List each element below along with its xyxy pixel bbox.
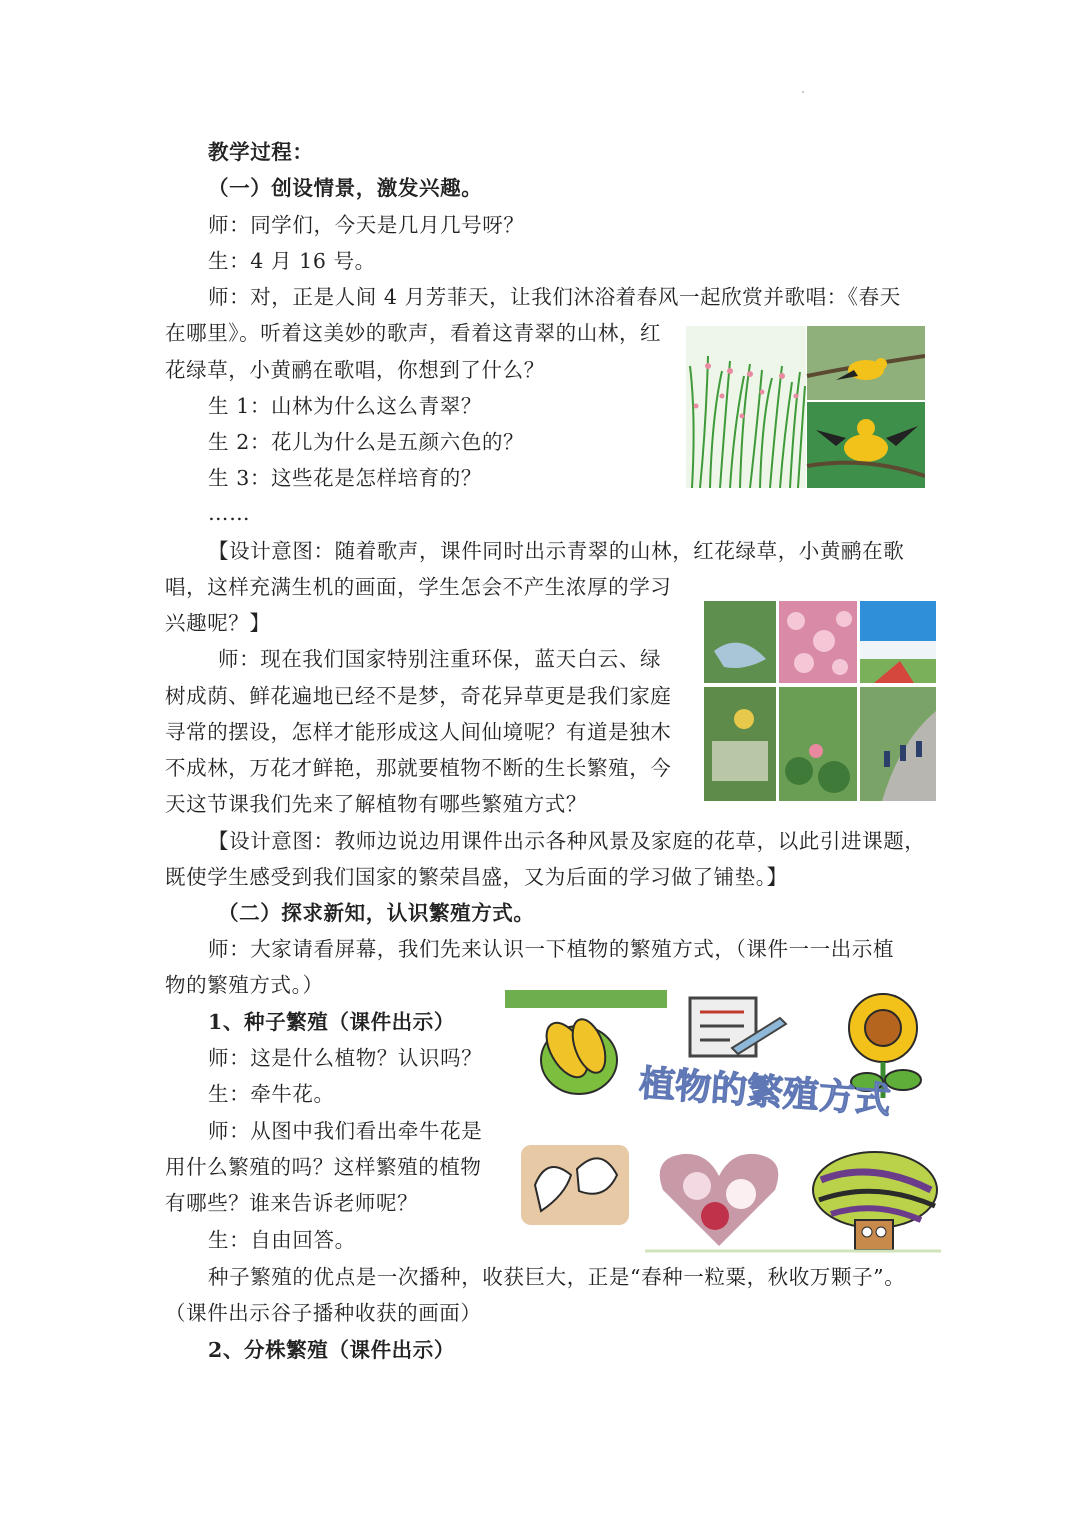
dialogue-line: 师：从图中我们看出牵牛花是: [208, 1119, 483, 1143]
design-intent-note: 唱，这样充满生机的画面，学生怎会不产生浓厚的学习: [165, 575, 672, 599]
item-heading: 1、种子繁殖（课件出示）: [208, 1010, 455, 1034]
dialogue-line: 花绿草，小黄鹂在歌唱，你想到了什么？: [165, 358, 545, 382]
dialogue-line: （课件出示谷子播种收获的画面）: [165, 1301, 482, 1325]
dialogue-line: 师：大家请看屏幕，我们先来认识一下植物的繁殖方式，（课件一一出示植: [208, 937, 895, 961]
dialogue-line: 种子繁殖的优点是一次播种，收获巨大，正是“春种一粒粟，秋收万颗子”。: [208, 1265, 906, 1289]
subsection-heading: （一）创设情景，激发兴趣。: [208, 176, 483, 200]
design-intent-note: 【设计意图：随着歌声，课件同时出示青翠的山林，红花绿草，小黄鹂在歌: [208, 539, 905, 563]
dialogue-line: 天这节课我们先来了解植物有哪些繁殖方式？: [165, 792, 587, 816]
dialogue-line: 在哪里》。听着这美妙的歌声，看着这青翠的山林，红: [165, 321, 662, 345]
design-intent-note: 既使学生感受到我们国家的繁荣昌盛，又为后面的学习做了铺垫。】: [165, 865, 788, 889]
slide-propagation-image: [505, 990, 941, 1255]
dialogue-line: 生：4 月 16 号。: [208, 249, 376, 273]
section-heading: 教学过程：: [208, 140, 314, 164]
dialogue-line: 师：同学们，今天是几月几号呀？: [208, 213, 525, 237]
dialogue-line: 师：现在我们国家特别注重环保，蓝天白云、绿: [218, 647, 662, 671]
dialogue-line: 师：对，正是人间 4 月芳菲天，让我们沐浴着春风一起欣赏并歌唱：《春天: [208, 285, 901, 309]
scenery-collage-image: [704, 601, 936, 801]
dialogue-line: 生：自由回答。: [208, 1228, 356, 1252]
dialogue-line: 树成荫、鲜花遍地已经不是梦，奇花异草更是我们家庭: [165, 684, 672, 708]
dialogue-line: 用什么繁殖的吗？这样繁殖的植物: [165, 1155, 482, 1179]
slide-title: 植物的繁殖方式: [637, 1063, 893, 1122]
subsection-heading: （二）探求新知，认识繁殖方式。: [218, 901, 535, 925]
item-heading: 2、分株繁殖（课件出示）: [208, 1338, 455, 1362]
dialogue-line: 物的繁殖方式。）: [165, 973, 324, 997]
dialogue-line: 生 2：花儿为什么是五颜六色的？: [208, 430, 525, 454]
dialogue-line: 寻常的摆设，怎样才能形成这人间仙境呢？有道是独木: [165, 720, 672, 744]
speck: [802, 91, 804, 93]
dialogue-line: 不成林，万花才鲜艳，那就要植物不断的生长繁殖，今: [165, 756, 672, 780]
spring-grass-oriole-image: [686, 326, 925, 488]
dialogue-line: 生 1：山林为什么这么青翠？: [208, 394, 482, 418]
dialogue-line: 生 3：这些花是怎样培育的？: [208, 466, 482, 490]
dialogue-line: 有哪些？谁来告诉老师呢？: [165, 1191, 419, 1215]
dialogue-line: 师：这是什么植物？认识吗？: [208, 1046, 483, 1070]
design-intent-note: 【设计意图：教师边说边用课件出示各种风景及家庭的花草，以此引进课题，: [208, 829, 926, 853]
ellipsis: ……: [208, 501, 251, 525]
design-intent-note: 兴趣呢？】: [165, 611, 271, 635]
dialogue-line: 生：牵牛花。: [208, 1082, 335, 1106]
